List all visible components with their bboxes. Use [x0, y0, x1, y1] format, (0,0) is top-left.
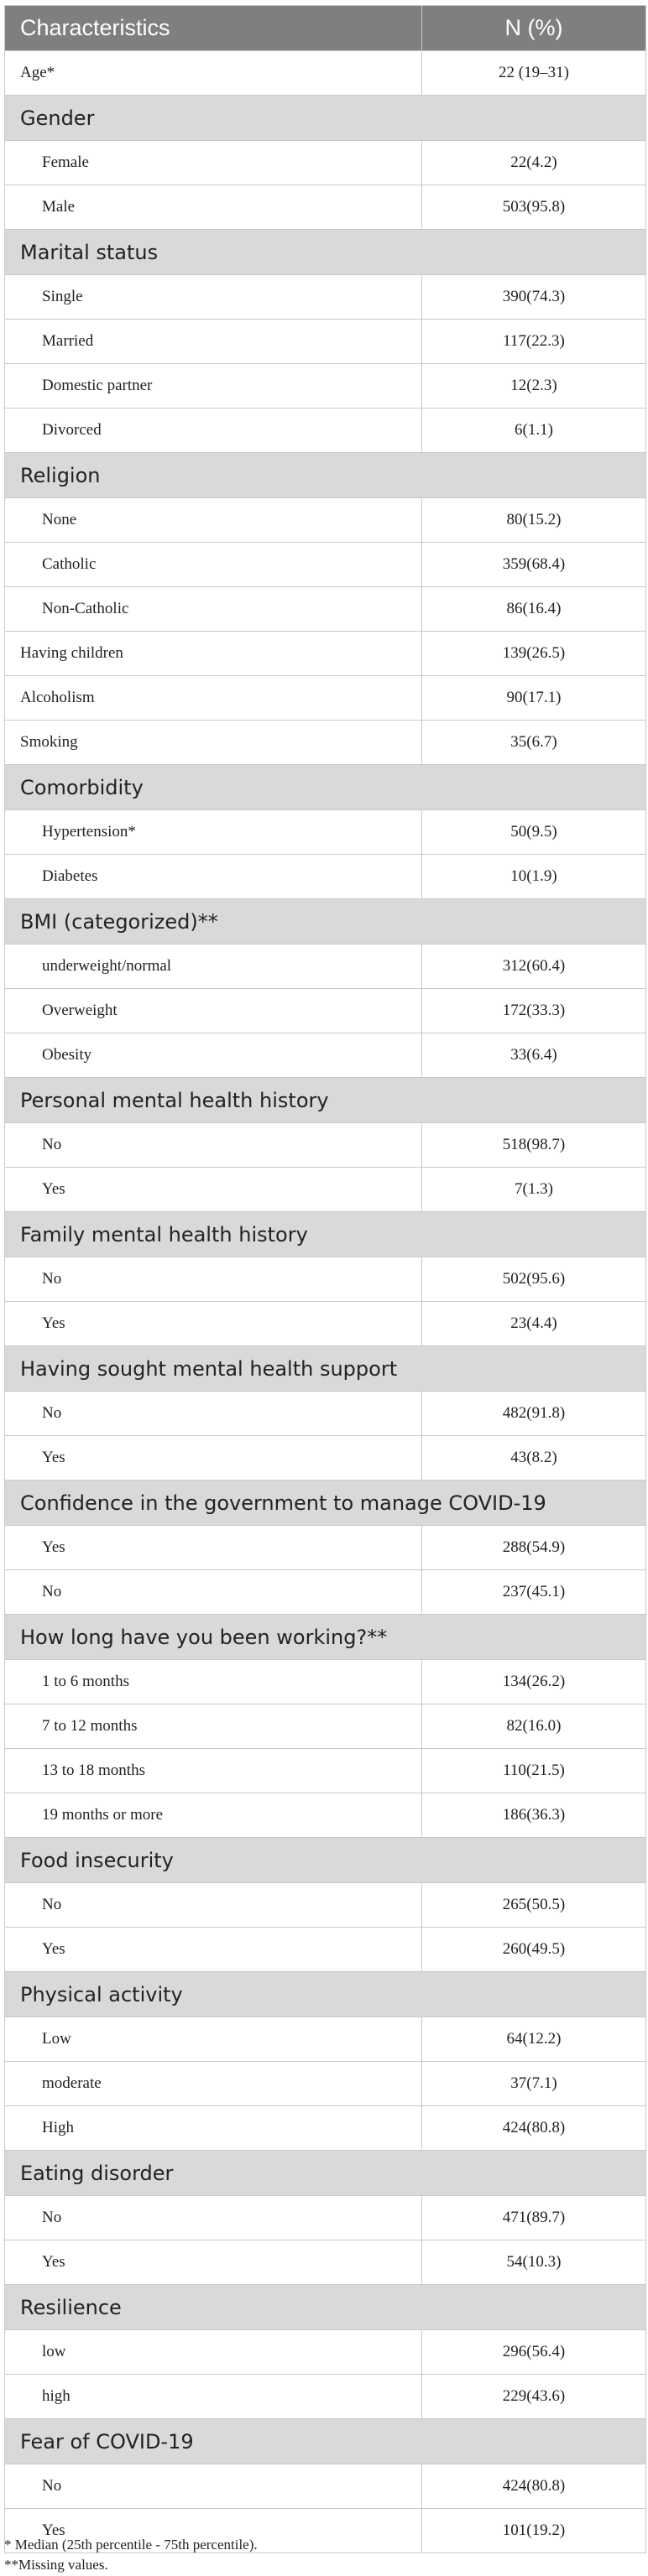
row-value: 390(74.3)	[422, 275, 646, 320]
row-label: Alcoholism	[5, 676, 422, 721]
footnote-missing-values: **Missing values.	[4, 2557, 108, 2573]
row-value: 503(95.8)	[422, 185, 646, 230]
row-label: Having children	[5, 632, 422, 676]
section-fear-of-covid	[5, 2419, 646, 2464]
table-row	[5, 1704, 646, 1749]
row-value: 7(1.3)	[422, 1168, 646, 1212]
row-value: 86(16.4)	[422, 587, 646, 632]
section-title: Family mental health history	[5, 1212, 646, 1257]
table-row	[5, 185, 646, 230]
row-label: Obesity	[5, 1033, 422, 1078]
table-row	[5, 320, 646, 364]
row-value: 12(2.3)	[422, 364, 646, 409]
section-bmi	[5, 899, 646, 945]
row-value: 64(12.2)	[422, 2017, 646, 2062]
row-label: Yes	[5, 1526, 422, 1570]
section-physical-activity	[5, 1972, 646, 2017]
section-working-duration	[5, 1615, 646, 1660]
row-value: 172(33.3)	[422, 989, 646, 1033]
table-row	[5, 543, 646, 587]
row-label: None	[5, 498, 422, 543]
table-row-age	[5, 51, 646, 96]
row-value: 296(56.4)	[422, 2330, 646, 2375]
row-label: High	[5, 2106, 422, 2151]
row-value: 10(1.9)	[422, 855, 646, 899]
row-label: Divorced	[5, 409, 422, 453]
row-label: Single	[5, 275, 422, 320]
row-value: 260(49.5)	[422, 1928, 646, 1972]
row-value: 424(80.8)	[422, 2106, 646, 2151]
table-row	[5, 498, 646, 543]
row-value: 110(21.5)	[422, 1749, 646, 1793]
table-row	[5, 2330, 646, 2375]
section-family-mental-health-history	[5, 1212, 646, 1257]
row-value: 518(98.7)	[422, 1123, 646, 1168]
row-label: No	[5, 1883, 422, 1928]
table-row	[5, 364, 646, 409]
row-value: 237(45.1)	[422, 1570, 646, 1615]
row-value: 23(4.4)	[422, 1302, 646, 1346]
table-row	[5, 1392, 646, 1436]
characteristics-table-container	[4, 5, 645, 2553]
table-row	[5, 989, 646, 1033]
table-row	[5, 275, 646, 320]
row-label: Smoking	[5, 721, 422, 765]
table-row	[5, 2062, 646, 2106]
row-label: 7 to 12 months	[5, 1704, 422, 1749]
row-value: 50(9.5)	[422, 810, 646, 855]
characteristics-table	[4, 5, 646, 2553]
row-label: Diabetes	[5, 855, 422, 899]
section-title: Resilience	[5, 2285, 646, 2330]
row-value: 22 (19–31)	[422, 51, 646, 96]
row-label: Male	[5, 185, 422, 230]
section-sought-mental-health-support	[5, 1346, 646, 1392]
row-label: No	[5, 2196, 422, 2240]
section-title: Eating disorder	[5, 2151, 646, 2196]
row-value: 482(91.8)	[422, 1392, 646, 1436]
section-title: How long have you been working?**	[5, 1615, 646, 1660]
row-value: 502(95.6)	[422, 1257, 646, 1302]
section-religion	[5, 453, 646, 498]
section-title: Religion	[5, 453, 646, 498]
row-value: 134(26.2)	[422, 1660, 646, 1704]
row-label: Married	[5, 320, 422, 364]
table-row	[5, 1660, 646, 1704]
table-row	[5, 810, 646, 855]
table-row	[5, 1168, 646, 1212]
section-resilience	[5, 2285, 646, 2330]
section-title: Marital status	[5, 230, 646, 275]
row-label: Yes	[5, 1928, 422, 1972]
row-value: 101(19.2)	[422, 2509, 646, 2553]
row-label: Non-Catholic	[5, 587, 422, 632]
table-row	[5, 1526, 646, 1570]
table-row	[5, 587, 646, 632]
row-label: 19 months or more	[5, 1793, 422, 1838]
table-row	[5, 1302, 646, 1346]
row-label: low	[5, 2330, 422, 2375]
header-characteristics: Characteristics	[5, 6, 422, 51]
table-row-having-children	[5, 632, 646, 676]
section-comorbidity	[5, 765, 646, 810]
row-value: 139(26.5)	[422, 632, 646, 676]
row-label: moderate	[5, 2062, 422, 2106]
row-label: Yes	[5, 2509, 422, 2553]
section-title: Comorbidity	[5, 765, 646, 810]
footnote-median: * Median (25th percentile - 75th percentile).	[4, 2537, 258, 2553]
table-row	[5, 2017, 646, 2062]
section-title: BMI (categorized)**	[5, 899, 646, 945]
table-row	[5, 945, 646, 989]
row-label: No	[5, 1257, 422, 1302]
table-row	[5, 1749, 646, 1793]
row-value: 54(10.3)	[422, 2240, 646, 2285]
row-value: 6(1.1)	[422, 409, 646, 453]
row-label: 1 to 6 months	[5, 1660, 422, 1704]
table-row	[5, 2464, 646, 2509]
table-row	[5, 141, 646, 185]
row-label: high	[5, 2375, 422, 2419]
section-gender	[5, 96, 646, 141]
table-row	[5, 855, 646, 899]
row-label: Hypertension*	[5, 810, 422, 855]
row-value: 424(80.8)	[422, 2464, 646, 2509]
table-row	[5, 1793, 646, 1838]
table-row	[5, 1570, 646, 1615]
section-food-insecurity	[5, 1838, 646, 1883]
row-value: 35(6.7)	[422, 721, 646, 765]
table-row	[5, 2375, 646, 2419]
row-value: 33(6.4)	[422, 1033, 646, 1078]
row-label: Low	[5, 2017, 422, 2062]
row-value: 312(60.4)	[422, 945, 646, 989]
table-row	[5, 1257, 646, 1302]
row-label: No	[5, 1570, 422, 1615]
table-header-row	[5, 6, 646, 51]
row-label: Yes	[5, 2240, 422, 2285]
table-row	[5, 1928, 646, 1972]
row-value: 90(17.1)	[422, 676, 646, 721]
row-label: Catholic	[5, 543, 422, 587]
row-value: 43(8.2)	[422, 1436, 646, 1481]
table-row	[5, 1033, 646, 1078]
row-label: No	[5, 1123, 422, 1168]
section-title: Physical activity	[5, 1972, 646, 2017]
table-footnotes	[4, 2535, 258, 2575]
section-title: Having sought mental health support	[5, 1346, 646, 1392]
table-row-smoking	[5, 721, 646, 765]
section-title: Food insecurity	[5, 1838, 646, 1883]
row-label: Yes	[5, 1436, 422, 1481]
table-row-alcoholism	[5, 676, 646, 721]
row-label: Domestic partner	[5, 364, 422, 409]
section-title: Fear of COVID-19	[5, 2419, 646, 2464]
row-label: Yes	[5, 1302, 422, 1346]
row-value: 265(50.5)	[422, 1883, 646, 1928]
table-row	[5, 2196, 646, 2240]
header-n-percent: N (%)	[422, 6, 646, 51]
row-value: 288(54.9)	[422, 1526, 646, 1570]
section-title: Gender	[5, 96, 646, 141]
row-label: Female	[5, 141, 422, 185]
row-label: 13 to 18 months	[5, 1749, 422, 1793]
row-value: 359(68.4)	[422, 543, 646, 587]
table-row	[5, 1436, 646, 1481]
row-label: No	[5, 2464, 422, 2509]
table-row	[5, 2106, 646, 2151]
table-row	[5, 1883, 646, 1928]
row-value: 229(43.6)	[422, 2375, 646, 2419]
section-eating-disorder	[5, 2151, 646, 2196]
row-value: 82(16.0)	[422, 1704, 646, 1749]
row-label: underweight/normal	[5, 945, 422, 989]
row-value: 117(22.3)	[422, 320, 646, 364]
section-confidence-government	[5, 1481, 646, 1526]
row-label: No	[5, 1392, 422, 1436]
row-value: 80(15.2)	[422, 498, 646, 543]
section-title: Confidence in the government to manage COVID-19	[5, 1481, 646, 1526]
row-label: Overweight	[5, 989, 422, 1033]
row-label: Yes	[5, 1168, 422, 1212]
row-value: 22(4.2)	[422, 141, 646, 185]
table-row	[5, 409, 646, 453]
section-marital-status	[5, 230, 646, 275]
table-row	[5, 1123, 646, 1168]
row-value: 186(36.3)	[422, 1793, 646, 1838]
row-value: 37(7.1)	[422, 2062, 646, 2106]
row-value: 471(89.7)	[422, 2196, 646, 2240]
table-row	[5, 2240, 646, 2285]
section-personal-mental-health-history	[5, 1078, 646, 1123]
row-label: Age*	[5, 51, 422, 96]
section-title: Personal mental health history	[5, 1078, 646, 1123]
